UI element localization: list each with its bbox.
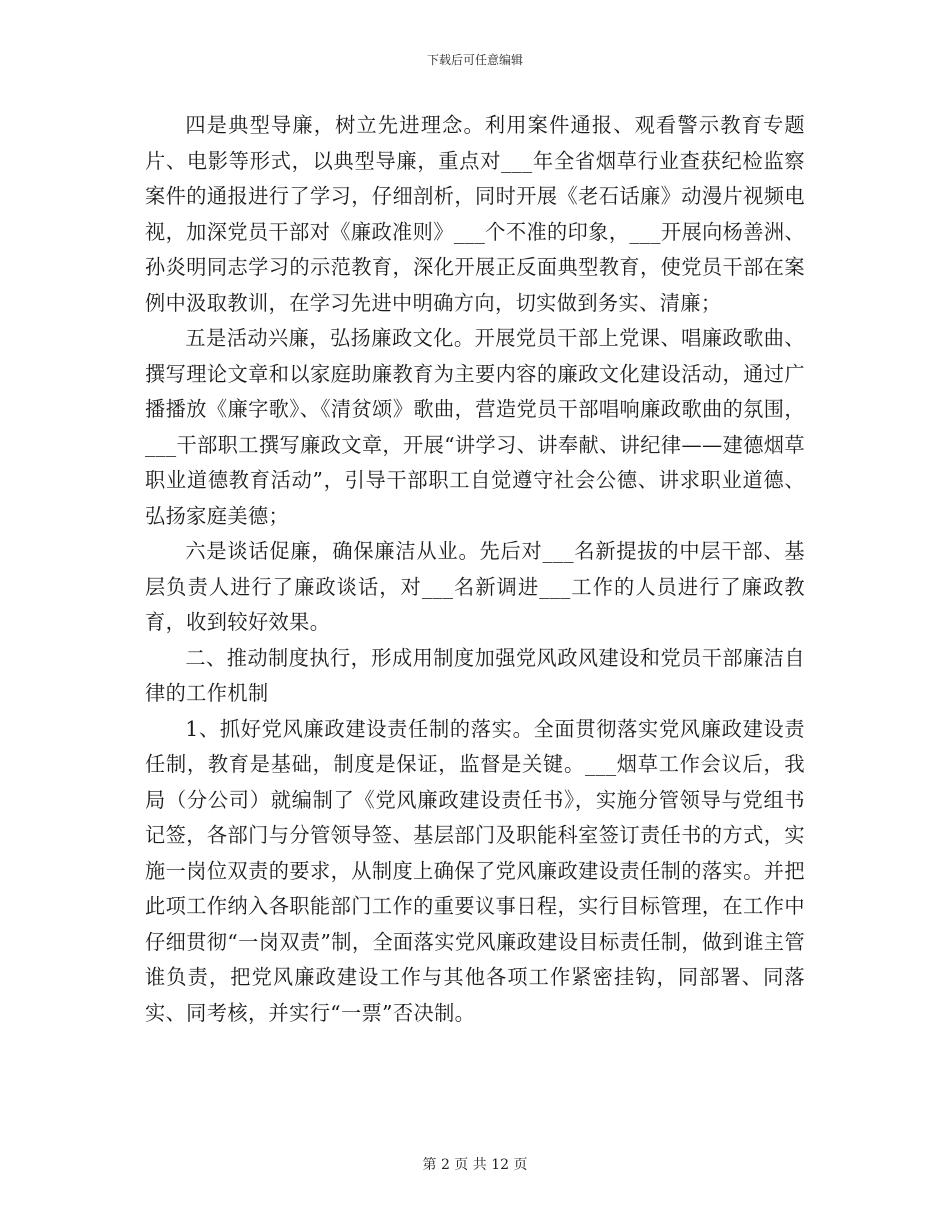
section-heading-system-execution: 二、推动制度执行，形成用制度加强党风政风建设和党员干部廉洁自律的工作机制 bbox=[145, 645, 805, 705]
page-footer: 第 2 页 共 12 页 bbox=[422, 1157, 528, 1173]
paragraph-talk-integrity: 六是谈话促廉，确保廉洁从业。先后对___名新提拔的中层干部、基层负责人进行了廉政谈话，对___名新调进___工作的人员进行了廉政教育，收到较好效果。 bbox=[145, 539, 805, 634]
paragraph-responsibility-system: 1、抓好党风廉政建设责任制的落实。全面贯彻落实党风廉政建设责任制，教育是基础，制度是保证，监督是关键。___烟草工作会议后，我局（分公司）就编制了《党风廉政建设责任书》，实施分管领导与党组书记签，各部门与分管领导签、基层部门及职能科室签订责任书的方式，实施一岗位双责的要求，从制度上确保了党风廉政建设责任制的落实。并把此项工作纳入各职能部门工作的重要议事日程，实行目标管理，在工作中仔细贯彻“一岗双责”制，全面落实党风廉政建设目标责任制，做到谁主管谁负责，把党风廉政建设工作与其他各项工作紧密挂钩，同部署、同落实、同考核，并实行“一票”否决制。 bbox=[145, 716, 805, 1025]
paragraph-typical-example: 四是典型导廉，树立先进理念。利用案件通报、观看警示教育专题片、电影等形式，以典型导廉，重点对___年全省烟草行业查获纪检监察案件的通报进行了学习，仔细剖析，同时开展《老石话廉》动漫片视频电视，加深党员干部对《廉政准则》___个不准的印象，___开展向杨善洲、孙炎明同志学习的示范教育，深化开展正反面典型教育，使党员干部在案例中汲取教训，在学习先进中明确方向，切实做到务实、清廉； bbox=[145, 113, 806, 315]
document-body bbox=[145, 108, 805, 1031]
paragraph-activity-culture: 五是活动兴廉，弘扬廉政文化。开展党员干部上党课、唱廉政歌曲、撰写理论文章和以家庭助廉教育为主要内容的廉政文化建设活动，通过广播播放《廉字歌》、《清贫颂》歌曲，营造党员干部唱响廉政歌曲的氛围，___干部职工撰写廉政文章，开展“讲学习、讲奉献、讲纪律——建德烟草职业道德教育活动”，引导干部职工自觉遵守社会公德、讲求职业道德、弘扬家庭美德； bbox=[145, 326, 805, 528]
page-header: 下载后可任意编辑 bbox=[426, 53, 523, 67]
